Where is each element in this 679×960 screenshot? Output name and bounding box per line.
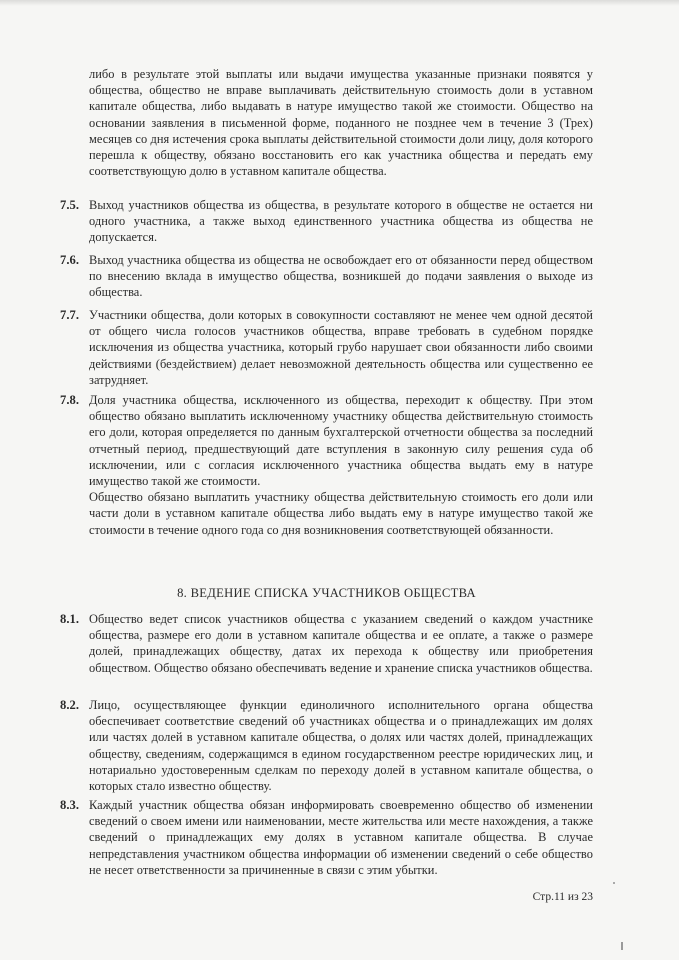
scan-speck	[613, 882, 615, 884]
clause-text-continued: Общество обязано выплатить участнику общества действительную стоимость его доли или части доли в уставном капитале общества либо выдать ему в натуре имущество такой же стоимости в течение одного года со дня возникновения соответствующей обязанности.	[89, 490, 593, 537]
clause-number: 7.5.	[60, 198, 80, 212]
clause-text: Общество ведет список участников общества с указанием сведений о каждом участнике общества, размере его доли в уставном капитале общества и ее оплате, а также о размере долей, принадлежащих обществу, датах их перехода к обществу или приобретения обществом. Общество обязано обеспечивать ведение и хранение списка участников общества.	[89, 612, 593, 675]
clause-8-3	[60, 797, 593, 878]
clause-7-5	[60, 197, 593, 246]
clause-number: 7.7.	[60, 308, 80, 322]
clause-7-7	[60, 307, 593, 388]
clause-8-1	[60, 611, 593, 676]
clause-7-8	[60, 392, 593, 538]
clause-number: 8.1.	[60, 612, 80, 626]
clause-number: 7.8.	[60, 393, 80, 407]
scan-mark	[621, 942, 623, 950]
clause-number: 8.3.	[60, 798, 80, 812]
section-heading: 8. ВЕДЕНИЕ СПИСКА УЧАСТНИКОВ ОБЩЕСТВА	[177, 586, 476, 600]
clause-8-2	[60, 697, 593, 794]
clause-number: 7.6.	[60, 253, 80, 267]
clause-text: Выход участников общества из общества, в результате которого в обществе не остается ни одного участника, а также выход единственного участника общества из общества не допускается.	[89, 198, 593, 245]
clause-text: Участники общества, доли которых в совокупности составляют не менее чем одной десятой от общего числа голосов участников общества, вправе требовать в судебном порядке исключения из общества участника, который грубо нарушает свои обязанности либо своими действиями (бездействием) делает невозможной деятельность общества или существенно ее затрудняет.	[89, 308, 593, 387]
continuation-paragraph: либо в результате этой выплаты или выдачи имущества указанные признаки появятся у общества, общество не вправе выплачивать действительную стоимость доли в уставном капитале общества, либо выдавать в натуре имущество такой же стоимости. Общество на основании заявления в письменной форме, поданного не позднее чем в течение 3 (Трех) месяцев со дня истечения срока выплаты действительной стоимости доли лицу, доля которого перешла к обществу, обязано восстановить его как участника общества и передать ему соответствующую долю в уставном капитале общества.	[89, 67, 593, 179]
clause-text: Каждый участник общества обязан информировать своевременно общество об изменении сведений о своем имени или наименовании, месте жительства или месте нахождения, а также сведений о принадлежащих ему долях в уставном капитале общества. В случае непредставления участником общества информации об изменении сведений о себе общество не несет ответственности за причиненные в связи с этим убытки.	[89, 798, 593, 877]
clause-number: 8.2.	[60, 698, 80, 712]
page-number: Стр.11 из 23	[532, 891, 593, 903]
clause-text: Лицо, осуществляющее функции единоличного исполнительного органа общества обеспечивает соответствие сведений об участниках общества и о принадлежащих им долях или частях долей в уставном капитале общества, о долях или частях долей, принадлежащих обществу, сведениям, содержащимся в едином государственном реестре юридических лиц, и нотариально удостоверенным сделкам по переходу долей в уставном капитале общества, о которых стало известно обществу.	[89, 698, 593, 794]
clause-text: Выход участника общества из общества не освобождает его от обязанности перед обществом по внесению вклада в имущество общества, возникшей до подачи заявления о выходе из общества.	[89, 253, 593, 300]
clause-7-6	[60, 252, 593, 301]
clause-text: Доля участника общества, исключенного из общества, переходит к обществу. При этом общество обязано выплатить исключенному участнику общества действительную стоимость его доли, которая определяется по данным бухгалтерской отчетности общества за последний отчетный период, предшествующий дате вступления в законную силу решения суда об исключении, или с согласия исключенного участника общества выдать ему в натуре имущество такой же стоимости.	[89, 393, 593, 489]
